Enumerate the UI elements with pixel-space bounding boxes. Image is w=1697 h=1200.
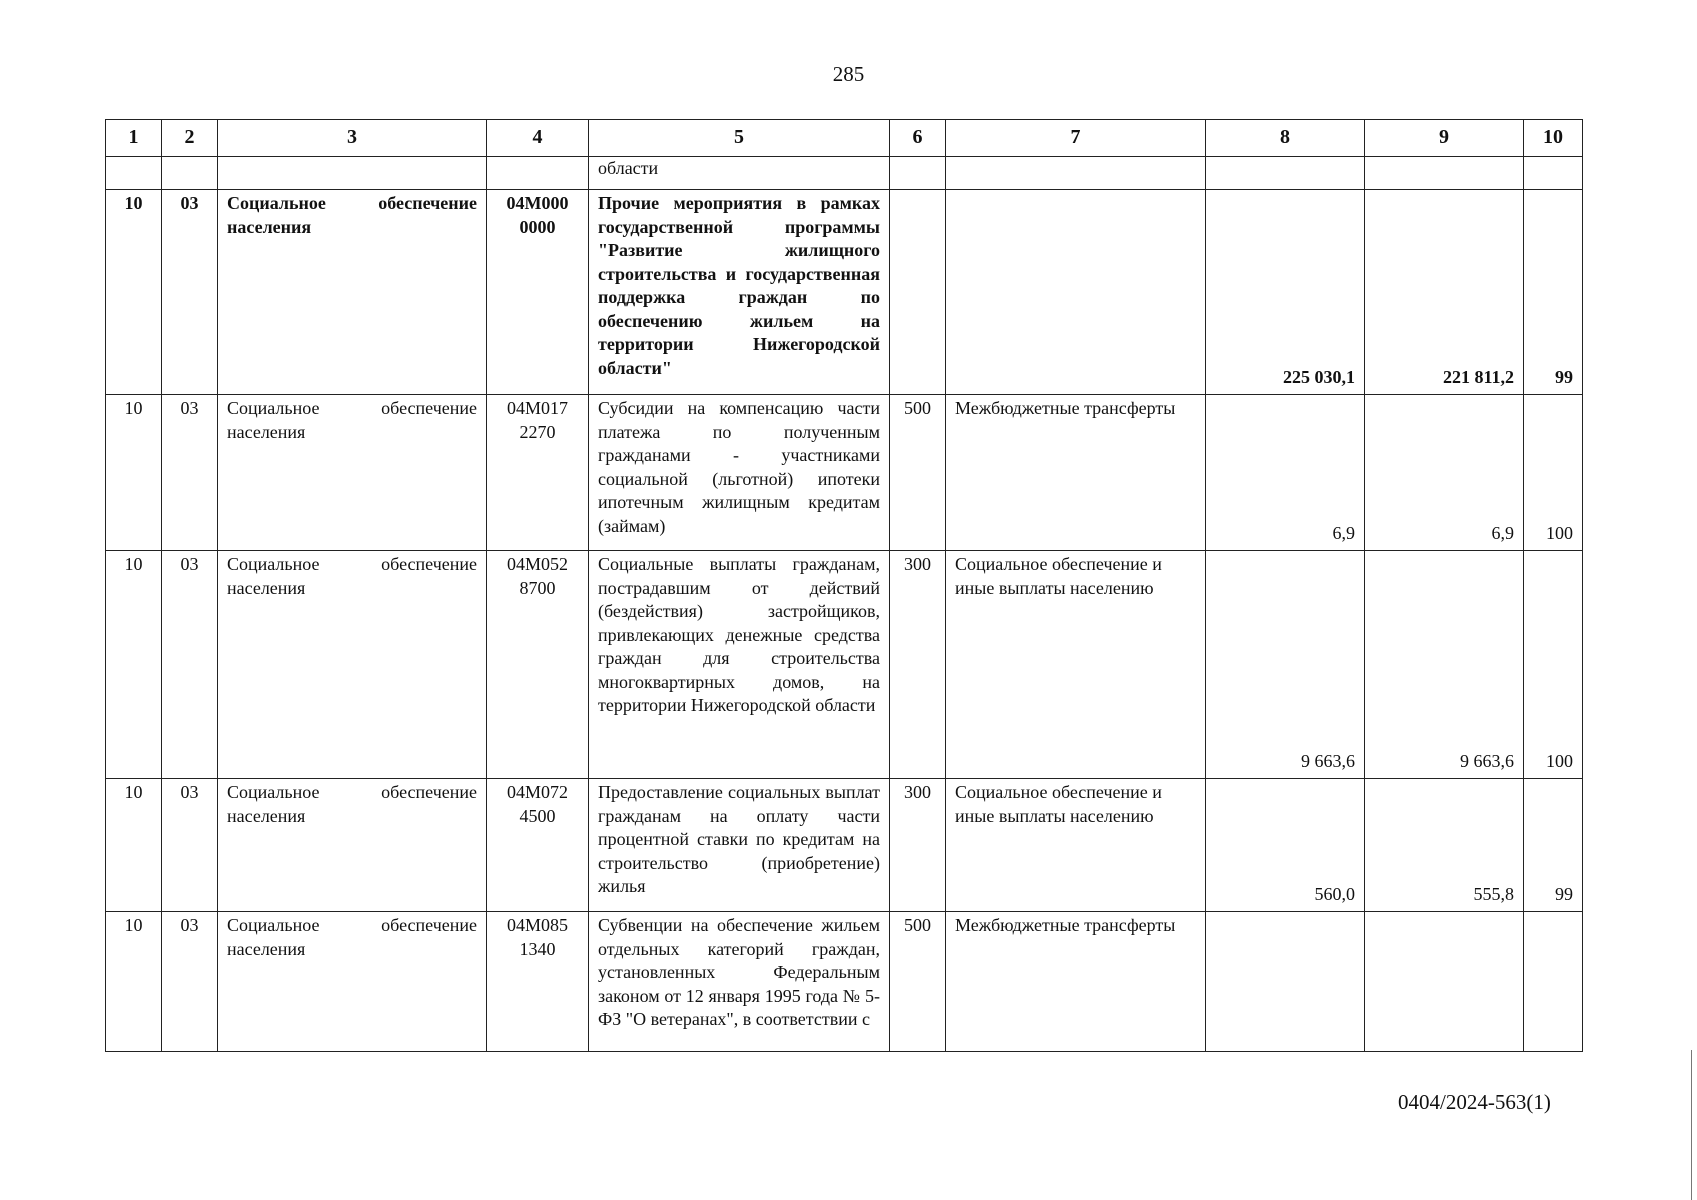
continuation-text: области xyxy=(589,157,890,190)
continuation-row xyxy=(106,157,1583,190)
cell-subsection: 03 xyxy=(162,779,218,912)
cell-target-code: 04М085 1340 xyxy=(487,912,589,1052)
cell-section: 10 xyxy=(106,779,162,912)
cell-description: Социальные выплаты гражданам, пострадавшим от действий (бездействия) застройщиков, привлекающих денежные средства граждан для строительства многоквартирных домов, на территории Нижегородской области xyxy=(589,551,890,779)
header-col-6: 6 xyxy=(890,120,946,157)
cell-actual: 555,8 xyxy=(1365,779,1524,912)
table-row xyxy=(106,551,1583,779)
cell-percent: 99 xyxy=(1524,190,1583,395)
cell-section-name: Социальное обеспечение населения xyxy=(218,551,487,779)
header-col-1: 1 xyxy=(106,120,162,157)
table-row xyxy=(106,395,1583,551)
cell-actual: 221 811,2 xyxy=(1365,190,1524,395)
cell-subsection: 03 xyxy=(162,395,218,551)
cell-expense-type: Социальное обеспечение и иные выплаты населению xyxy=(946,551,1206,779)
cell-planned: 6,9 xyxy=(1206,395,1365,551)
cell-expense-type xyxy=(946,190,1206,395)
cell-section-name: Социальное обеспечение населения xyxy=(218,190,487,395)
cell-expense-type: Межбюджетные трансферты xyxy=(946,395,1206,551)
header-col-4: 4 xyxy=(487,120,589,157)
table-row xyxy=(106,779,1583,912)
cell-planned: 225 030,1 xyxy=(1206,190,1365,395)
cell-section-name: Социальное обеспечение населения xyxy=(218,395,487,551)
cell-expense-code xyxy=(890,190,946,395)
cell-target-code: 04М000 0000 xyxy=(487,190,589,395)
cell-expense-code: 500 xyxy=(890,395,946,551)
cell-description: Прочие мероприятия в рамках государственной программы "Развитие жилищного строительства и государственная поддержка граждан по обеспечению жильем на территории Нижегородской области" xyxy=(589,190,890,395)
cell-expense-type: Межбюджетные трансферты xyxy=(946,912,1206,1052)
cell-percent: 100 xyxy=(1524,551,1583,779)
cell-subsection: 03 xyxy=(162,912,218,1052)
cell-expense-code: 300 xyxy=(890,779,946,912)
cell-section: 10 xyxy=(106,912,162,1052)
header-col-3: 3 xyxy=(218,120,487,157)
cell-target-code: 04М072 4500 xyxy=(487,779,589,912)
cell-target-code: 04М052 8700 xyxy=(487,551,589,779)
header-col-8: 8 xyxy=(1206,120,1365,157)
cell-actual xyxy=(1365,912,1524,1052)
header-col-10: 10 xyxy=(1524,120,1583,157)
cell-percent: 99 xyxy=(1524,779,1583,912)
cell-expense-type: Социальное обеспечение и иные выплаты населению xyxy=(946,779,1206,912)
cell-description: Предоставление социальных выплат гражданам на оплату части процентной ставки по кредитам на строительство (приобретение) жилья xyxy=(589,779,890,912)
cell-subsection: 03 xyxy=(162,551,218,779)
cell-percent xyxy=(1524,912,1583,1052)
cell-section-name: Социальное обеспечение населения xyxy=(218,779,487,912)
cell-planned: 9 663,6 xyxy=(1206,551,1365,779)
page-number: 285 xyxy=(832,62,865,86)
cell-actual: 9 663,6 xyxy=(1365,551,1524,779)
header-row xyxy=(106,120,1583,157)
budget-table xyxy=(105,119,1583,1052)
header-col-5: 5 xyxy=(589,120,890,157)
table-row xyxy=(106,912,1583,1052)
cell-section-name: Социальное обеспечение населения xyxy=(218,912,487,1052)
cell-section: 10 xyxy=(106,551,162,779)
header-col-2: 2 xyxy=(162,120,218,157)
cell-section: 10 xyxy=(106,395,162,551)
document-code: 0404/2024-563(1) xyxy=(1398,1090,1551,1114)
header-col-9: 9 xyxy=(1365,120,1524,157)
table-row xyxy=(106,190,1583,395)
cell-target-code: 04М017 2270 xyxy=(487,395,589,551)
cell-planned: 560,0 xyxy=(1206,779,1365,912)
cell-description: Субвенции на обеспечение жильем отдельных категорий граждан, установленных Федеральным законом от 12 января 1995 года № 5-ФЗ "О ветеранах", в соответствии с xyxy=(589,912,890,1052)
cell-actual: 6,9 xyxy=(1365,395,1524,551)
cell-description: Субсидии на компенсацию части платежа по полученным гражданами - участниками социальной (льготной) ипотеки ипотечным жилищным кредитам (займам) xyxy=(589,395,890,551)
cell-expense-code: 300 xyxy=(890,551,946,779)
scan-edge-line xyxy=(1691,1050,1692,1200)
cell-percent: 100 xyxy=(1524,395,1583,551)
cell-planned xyxy=(1206,912,1365,1052)
header-col-7: 7 xyxy=(946,120,1206,157)
cell-subsection: 03 xyxy=(162,190,218,395)
cell-section: 10 xyxy=(106,190,162,395)
cell-expense-code: 500 xyxy=(890,912,946,1052)
